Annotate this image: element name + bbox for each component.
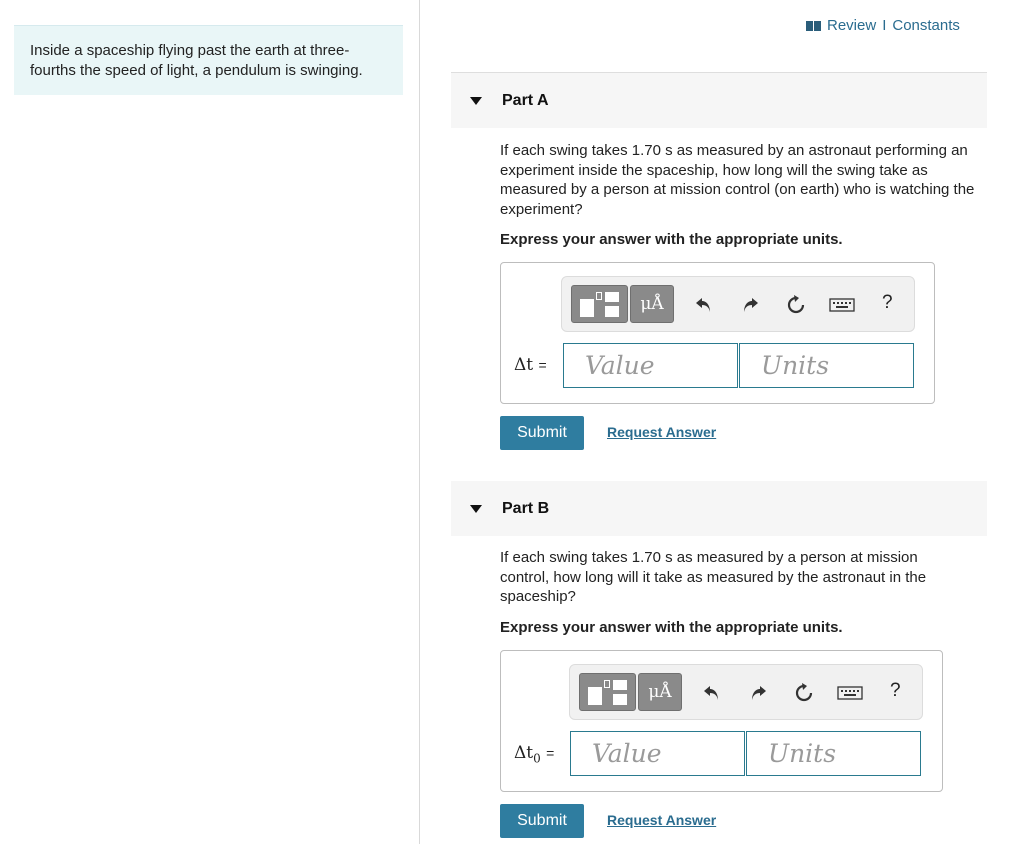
undo-icon[interactable] <box>693 294 715 316</box>
part-a-title: Part A <box>502 92 549 109</box>
delta-t-symbol: Δt <box>514 355 534 375</box>
part-b-question: If each swing takes 1.70 s as measured by a person at mission control, how long will it take as measured by the astronaut in the spaceship? <box>500 549 927 605</box>
part-a-instruction: Express your answer with the appropriate units. <box>500 231 843 248</box>
intro-text: Inside a spaceship flying past the earth at three-fourths the speed of light, a pendulum is swinging. <box>30 42 363 79</box>
help-icon[interactable]: ? <box>882 292 893 313</box>
help-icon[interactable]: ? <box>890 680 901 701</box>
subscript-zero: 0 <box>533 751 541 766</box>
part-a-request-answer-link[interactable]: Request Answer <box>607 424 717 440</box>
book-icon <box>806 21 821 31</box>
part-a-symbol-label <box>514 355 547 375</box>
equals-sign: = <box>546 745 555 761</box>
value-input[interactable]: Value <box>563 343 738 388</box>
part-b-header[interactable] <box>451 481 987 536</box>
review-link[interactable]: Review <box>827 17 877 34</box>
part-b-answer-box <box>500 650 943 792</box>
intro-panel <box>14 25 403 95</box>
templates-icon[interactable] <box>579 673 636 711</box>
part-b-instruction: Express your answer with the appropriate units. <box>500 619 843 636</box>
equals-sign: = <box>538 357 547 373</box>
part-b-submit-button[interactable]: Submit <box>500 804 584 838</box>
part-b-toolbar <box>569 664 923 720</box>
units-icon[interactable]: μÅ <box>630 285 674 323</box>
collapse-caret-icon[interactable] <box>470 97 482 105</box>
units-icon[interactable]: μÅ <box>638 673 682 711</box>
top-links <box>806 17 960 34</box>
keyboard-icon[interactable] <box>837 684 863 702</box>
templates-icon[interactable] <box>571 285 628 323</box>
part-a-toolbar <box>561 276 915 332</box>
keyboard-icon[interactable] <box>829 296 855 314</box>
undo-icon[interactable] <box>701 682 723 704</box>
redo-icon[interactable] <box>747 682 769 704</box>
part-b-symbol-label <box>514 743 554 765</box>
reset-icon[interactable] <box>785 294 807 316</box>
delta-t-symbol: Δt <box>514 743 534 763</box>
collapse-caret-icon[interactable] <box>470 505 482 513</box>
part-b-title: Part B <box>502 500 550 517</box>
part-a-header[interactable] <box>451 73 987 128</box>
units-input[interactable]: Units <box>739 343 914 388</box>
part-a-question: If each swing takes 1.70 s as measured by an astronaut performing an experiment inside the spaceship, how long will the swing take as measured by a person at mission control (on earth) who is watching the experiment? <box>500 142 975 218</box>
part-b-request-answer-link[interactable]: Request Answer <box>607 812 717 828</box>
reset-icon[interactable] <box>793 682 815 704</box>
column-divider <box>419 0 420 844</box>
constants-link[interactable]: Constants <box>892 17 960 34</box>
top-links-separator: I <box>882 17 887 34</box>
units-input[interactable]: Units <box>746 731 921 776</box>
redo-icon[interactable] <box>739 294 761 316</box>
part-a-answer-box <box>500 262 935 404</box>
part-a-submit-button[interactable]: Submit <box>500 416 584 450</box>
value-input[interactable]: Value <box>570 731 745 776</box>
